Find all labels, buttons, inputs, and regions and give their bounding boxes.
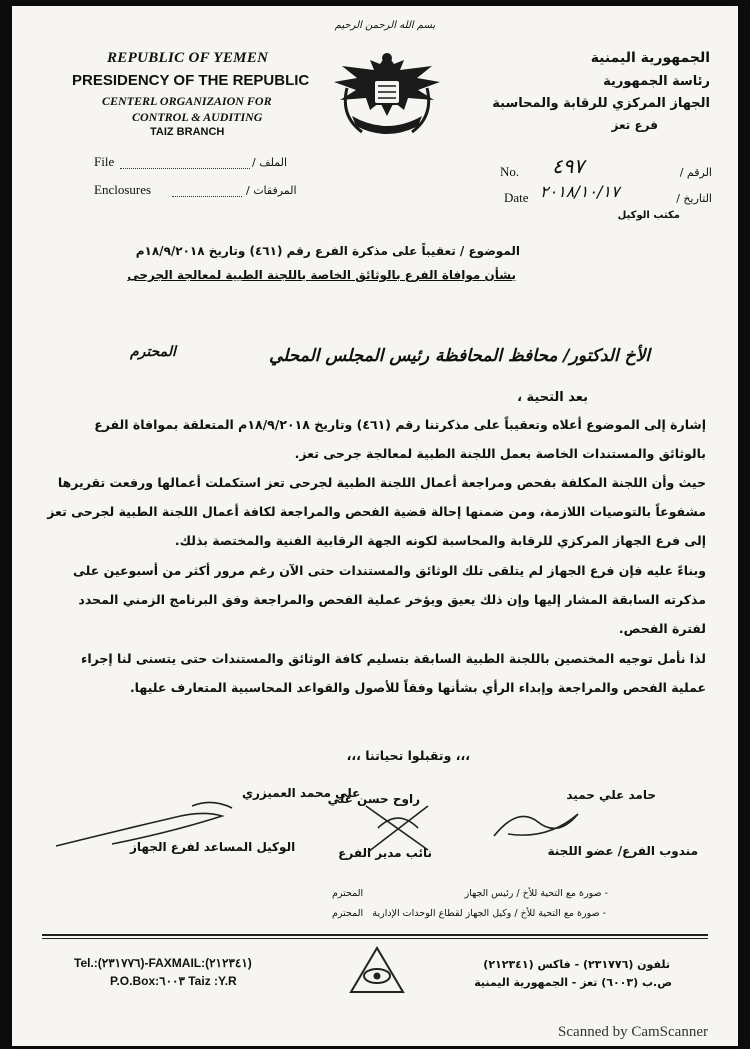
- addressee-honorific: المحترم: [130, 344, 176, 360]
- date-label-en: Date: [504, 190, 529, 205]
- footer-divider-thin: [42, 938, 708, 939]
- basmala: بسم الله الرحمن الرحيم: [334, 20, 436, 31]
- header-ar-branch: فرع تعز: [611, 118, 658, 132]
- header-ar-republic: الجمهورية اليمنية: [590, 50, 710, 66]
- body-paragraph-1: إشارة إلى الموضوع أعلاه وتعقيباً على مذكرتنا رقم (٤٦١) وتاريخ ١٨/٩/٢٠١٨م المتعلقة بموافاة الفرع بالوثائق والمستندات الخاصة بعمل اللجنة الطبية لمعالجة جرحى تعز.: [94, 417, 706, 461]
- body-paragraph-4: لذا نأمل توجيه المختصين باللجنة الطبية السابقة بتسليم كافة الوثائق والمستندات حتى يتسنى لنا إجراء عملية الفحص والمراجعة وإبداء الرأي بشأنها وفقاً للأصول والقواعد المحاسبية المتعارف عليها.: [80, 651, 706, 695]
- subject-line-1: الموضوع / تعقيباً على مذكرة الفرع رقم (٤٦١) وتاريخ ١٨/٩/٢٠١٨م: [135, 244, 520, 258]
- date-value: ٢٠١٨/١٠/١٧: [540, 182, 620, 201]
- header-ar-organization: الجهاز المركزي للرقابة والمحاسبة: [492, 96, 710, 111]
- cc-line-2-honorific: المحترم: [332, 908, 364, 919]
- signature-scribble-2: [358, 798, 438, 858]
- signature-title-1: مندوب الفرع/ عضو اللجنة: [547, 844, 698, 858]
- body-paragraph-2: حيث وأن اللجنة المكلفة بفحص ومراجعة أعمال اللجنة الطبية لجرحى تعز استكملت أعمالها ورفعت تقريرها مشفوعاً بالتوصيات اللازمة، ومن ضمنها إحالة قضية الفحص والمراجعة لكافة أعمال اللجنة الطبية لجرحى تعز إلى فرع الجهاز المركزي للرقابة والمحاسبة لكونه الجهة الرقابية الفنية والمختصة بذلك.: [47, 475, 706, 548]
- body-paragraph-3: وبناءً عليه فإن فرع الجهاز لم يتلقى تلك الوثائق والمستندات حتى الآن رغم مرور أكثر من أسبوعين على مذكرته السابقة المشار إليها وإن ذلك يعيق ويؤخر عملية الفحص والمراجعة وفق البرنامج الزمني المحدد لفترة الفحص.: [72, 563, 706, 636]
- cc-line-2: - صورة مع التحية للأخ / وكيل الجهاز لقطاع الوحدات الإدارية: [372, 908, 606, 919]
- header-en-republic: REPUBLIC OF YEMEN: [107, 50, 269, 66]
- yemen-eagle-emblem-icon: [322, 36, 452, 146]
- header-en-control: CONTROL & AUDITING: [132, 110, 263, 124]
- enclosures-label-ar: المرفقات /: [246, 184, 297, 197]
- addressee-name: الأخ الدكتور/ محافظ المحافظة رئيس المجلس المحلي: [269, 346, 650, 366]
- no-label-en: No.: [500, 164, 520, 179]
- header-en-presidency: PRESIDENCY OF THE REPUBLIC: [72, 72, 310, 89]
- scanner-watermark: Scanned by CamScanner: [558, 1024, 708, 1040]
- footer-ar-tel: تلفون (٢٣١٧٧٦) - فاكس (٢١٢٣٤١): [483, 958, 670, 971]
- no-label-ar: الرقم /: [679, 166, 712, 179]
- signature-name-2: راوح حسن علي: [327, 792, 420, 806]
- closing-line: ،،، وتقبلوا تحياتنا ،،،: [346, 748, 470, 763]
- greeting: بعد التحية ،: [517, 390, 588, 405]
- footer-ar-pobox: ص.ب (٦٠٠٣) تعز - الجمهورية اليمنية: [474, 976, 672, 989]
- signature-scribble-1: [488, 796, 598, 846]
- file-dotted-line: [120, 168, 250, 169]
- date-label-ar: التاريخ /: [676, 192, 712, 205]
- organization-eye-logo-icon: [347, 944, 407, 996]
- cc-line-1: - صورة مع التحية للأخ / رئيس الجهاز: [464, 888, 608, 899]
- header-en-branch: TAIZ BRANCH: [150, 126, 225, 138]
- cc-line-1-honorific: المحترم: [332, 888, 364, 899]
- header-en-organization: CENTERL ORGANIZAION FOR: [102, 94, 272, 108]
- subject-line-2: بشأن موافاة الفرع بالوثائق الخاصة باللجنة الطبية لمعالجة الجرحى: [127, 268, 516, 282]
- header-ar-presidency: رئاسة الجمهورية: [603, 74, 710, 89]
- letter-page: [12, 6, 738, 1046]
- footer-en-tel: Tel.:(٢٣١٧٧٦)-FAXMAIL:(٢١٢٣٤١): [74, 956, 252, 970]
- signature-name-1: حامد علي حميد: [566, 788, 656, 802]
- office-stamp: مكتب الوكيل: [617, 210, 680, 221]
- file-label-en: File: [94, 154, 115, 169]
- enclosures-dotted-line: [172, 196, 242, 197]
- signature-title-3: الوكيل المساعد لفرع الجهاز: [130, 840, 296, 854]
- enclosures-label-en: Enclosures: [94, 182, 152, 197]
- signature-title-2: نائب مدير الفرع: [338, 846, 432, 860]
- no-value: ٤٩٧: [552, 154, 585, 178]
- footer-en-pobox: P.O.Box:٦٠٠٣ Taiz :Y.R: [110, 974, 237, 988]
- file-label-ar: الملف /: [252, 156, 287, 169]
- signature-name-3: علي محمد العميزري: [242, 786, 361, 800]
- signature-scribble-3: [52, 796, 272, 856]
- footer-divider: [42, 934, 708, 936]
